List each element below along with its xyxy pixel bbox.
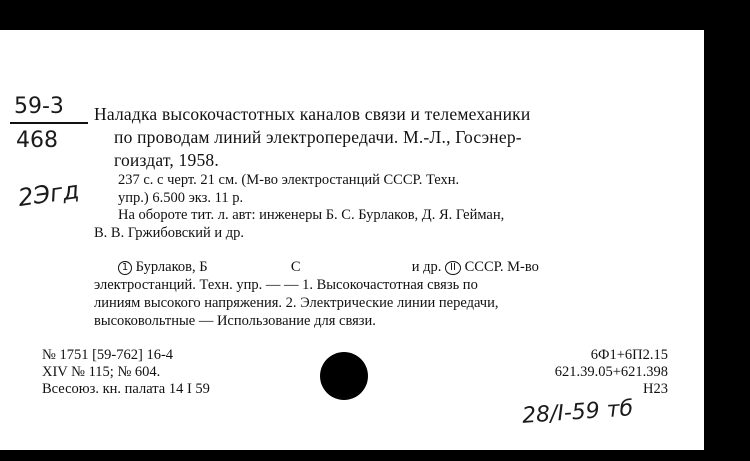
title-line-3: гоиздат, 1958.	[114, 150, 219, 170]
physical-line-2: упр.) 6.500 экз. 11 р.	[118, 190, 244, 206]
title-line-2: по проводам линий электропередачи. М.-Л., Госэнер-	[114, 127, 522, 147]
subject-line-3: высоковольтные — Использование для связи.	[94, 313, 376, 329]
call-number-divider	[10, 122, 88, 124]
note-line-1: На обороте тит. л. авт: инженеры Б. С. Бурлаков, Д. Я. Гейман,	[118, 207, 505, 223]
tracing-marker-2: II	[445, 261, 461, 275]
footer-left-1: № 1751 [59-762] 16-4	[42, 347, 174, 363]
footer-right-2: 621.39.05+621.398	[554, 364, 668, 380]
footer-left-2: XIV № 115; № 604.	[42, 364, 161, 380]
call-number-top: 59-3	[14, 94, 64, 119]
tracing-etal: и др.	[411, 259, 442, 275]
title-line-1: Наладка высокочастотных каналов связи и телемеханики	[94, 104, 531, 124]
call-number-bottom: 468	[16, 128, 58, 153]
footer-right-3: Н23	[643, 381, 668, 397]
footer-right-1: 6Ф1+6П2.15	[590, 347, 668, 363]
tracing-marker-1: 1	[118, 261, 132, 275]
tracing-org: СССР. М-во	[464, 259, 539, 275]
tracing-line-1	[118, 259, 539, 276]
physical-line-1: 237 с. с черт. 21 см. (М-во электростанций СССР. Техн.	[118, 172, 460, 188]
handwritten-note-bottom: 28/I-59 тб	[521, 396, 634, 429]
note-line-2: В. В. Гржибовский и др.	[94, 225, 244, 241]
catalog-card	[0, 30, 704, 450]
footer-left-3: Всесоюз. кн. палата 14 I 59	[42, 381, 210, 397]
tracing-author: Бурлаков, Б	[135, 259, 208, 275]
subject-line-2: линиям высокого напряжения. 2. Электрические линии передачи,	[94, 295, 499, 311]
punch-hole	[320, 352, 368, 400]
tracing-initial: С	[290, 259, 301, 275]
handwritten-note-left: 2Эгд	[16, 175, 81, 213]
subject-line-1: электростанций. Техн. упр. — — 1. Высокочастотная связь по	[94, 277, 478, 293]
